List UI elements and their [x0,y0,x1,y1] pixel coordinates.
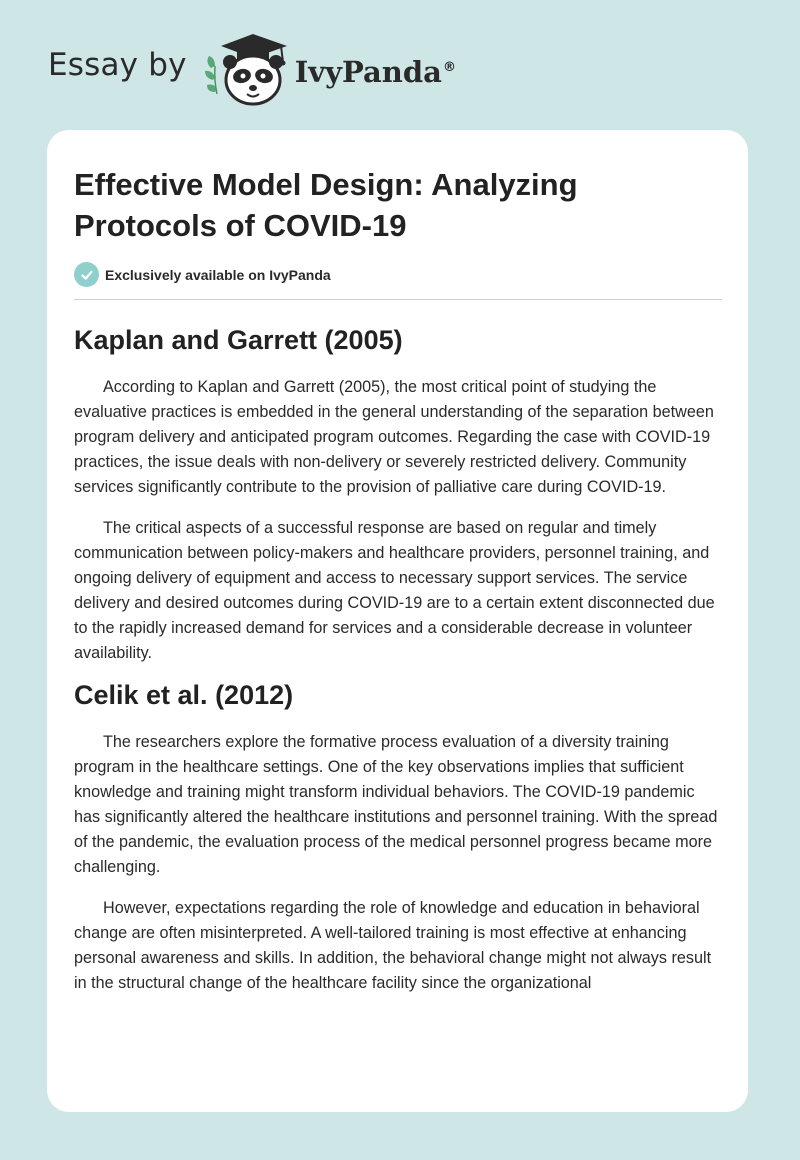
badge-text: Exclusively available on IvyPanda [105,266,331,283]
page-title: Effective Model Design: Analyzing Protocols of COVID-19 [74,167,578,243]
paragraph: According to Kaplan and Garrett (2005), the most critical point of studying the evaluative practices is embedded in the general understanding of the separation between program delivery and anticipated program outcomes. Regarding the case with COVID-19 practices, the issue deals with non-delivery or severely restricted delivery. Community services significantly contribute to the provision of palliative care during COVID-19. [74,378,714,496]
paragraph: However, expectations regarding the role of knowledge and education in behavioral change are often misinterpreted. A well-tailored training is most effective at enhancing personal awareness and skills. In addition, the behavioral change might not always result in the structural change of the healthcare facility since the organizational [74,899,712,992]
brand-prefix: Essay by [48,47,187,83]
divider [74,299,722,300]
section-heading: Celik et al. (2012) [74,680,294,710]
paragraph: The critical aspects of a successful response are based on regular and timely communication between policy-makers and healthcare providers, personnel training, and ongoing delivery of equipment and access to necessary support services. The service delivery and desired outcomes during COVID-19 are to a certain extent disconnected due to the rapidly increased demand for services and a considerable decrease in volunteer availability. [74,519,715,662]
section-heading: Kaplan and Garrett (2005) [74,325,403,355]
paragraph: The researchers explore the formative process evaluation of a diversity training program in the healthcare settings. One of the key observations implies that sufficient knowledge and training might transform individual behaviors. The COVID-19 pandemic has significantly altered the healthcare institutions and personnel training. With the spread of the pandemic, the evaluation process of the medical personnel progress became more challenging. [74,733,718,876]
exclusive-badge [74,262,722,287]
check-icon [74,262,99,287]
panda-logo-icon [201,28,293,108]
brand-name: IvyPanda® [294,55,456,89]
site-brand[interactable] [48,28,456,108]
essay-card [47,130,748,1112]
